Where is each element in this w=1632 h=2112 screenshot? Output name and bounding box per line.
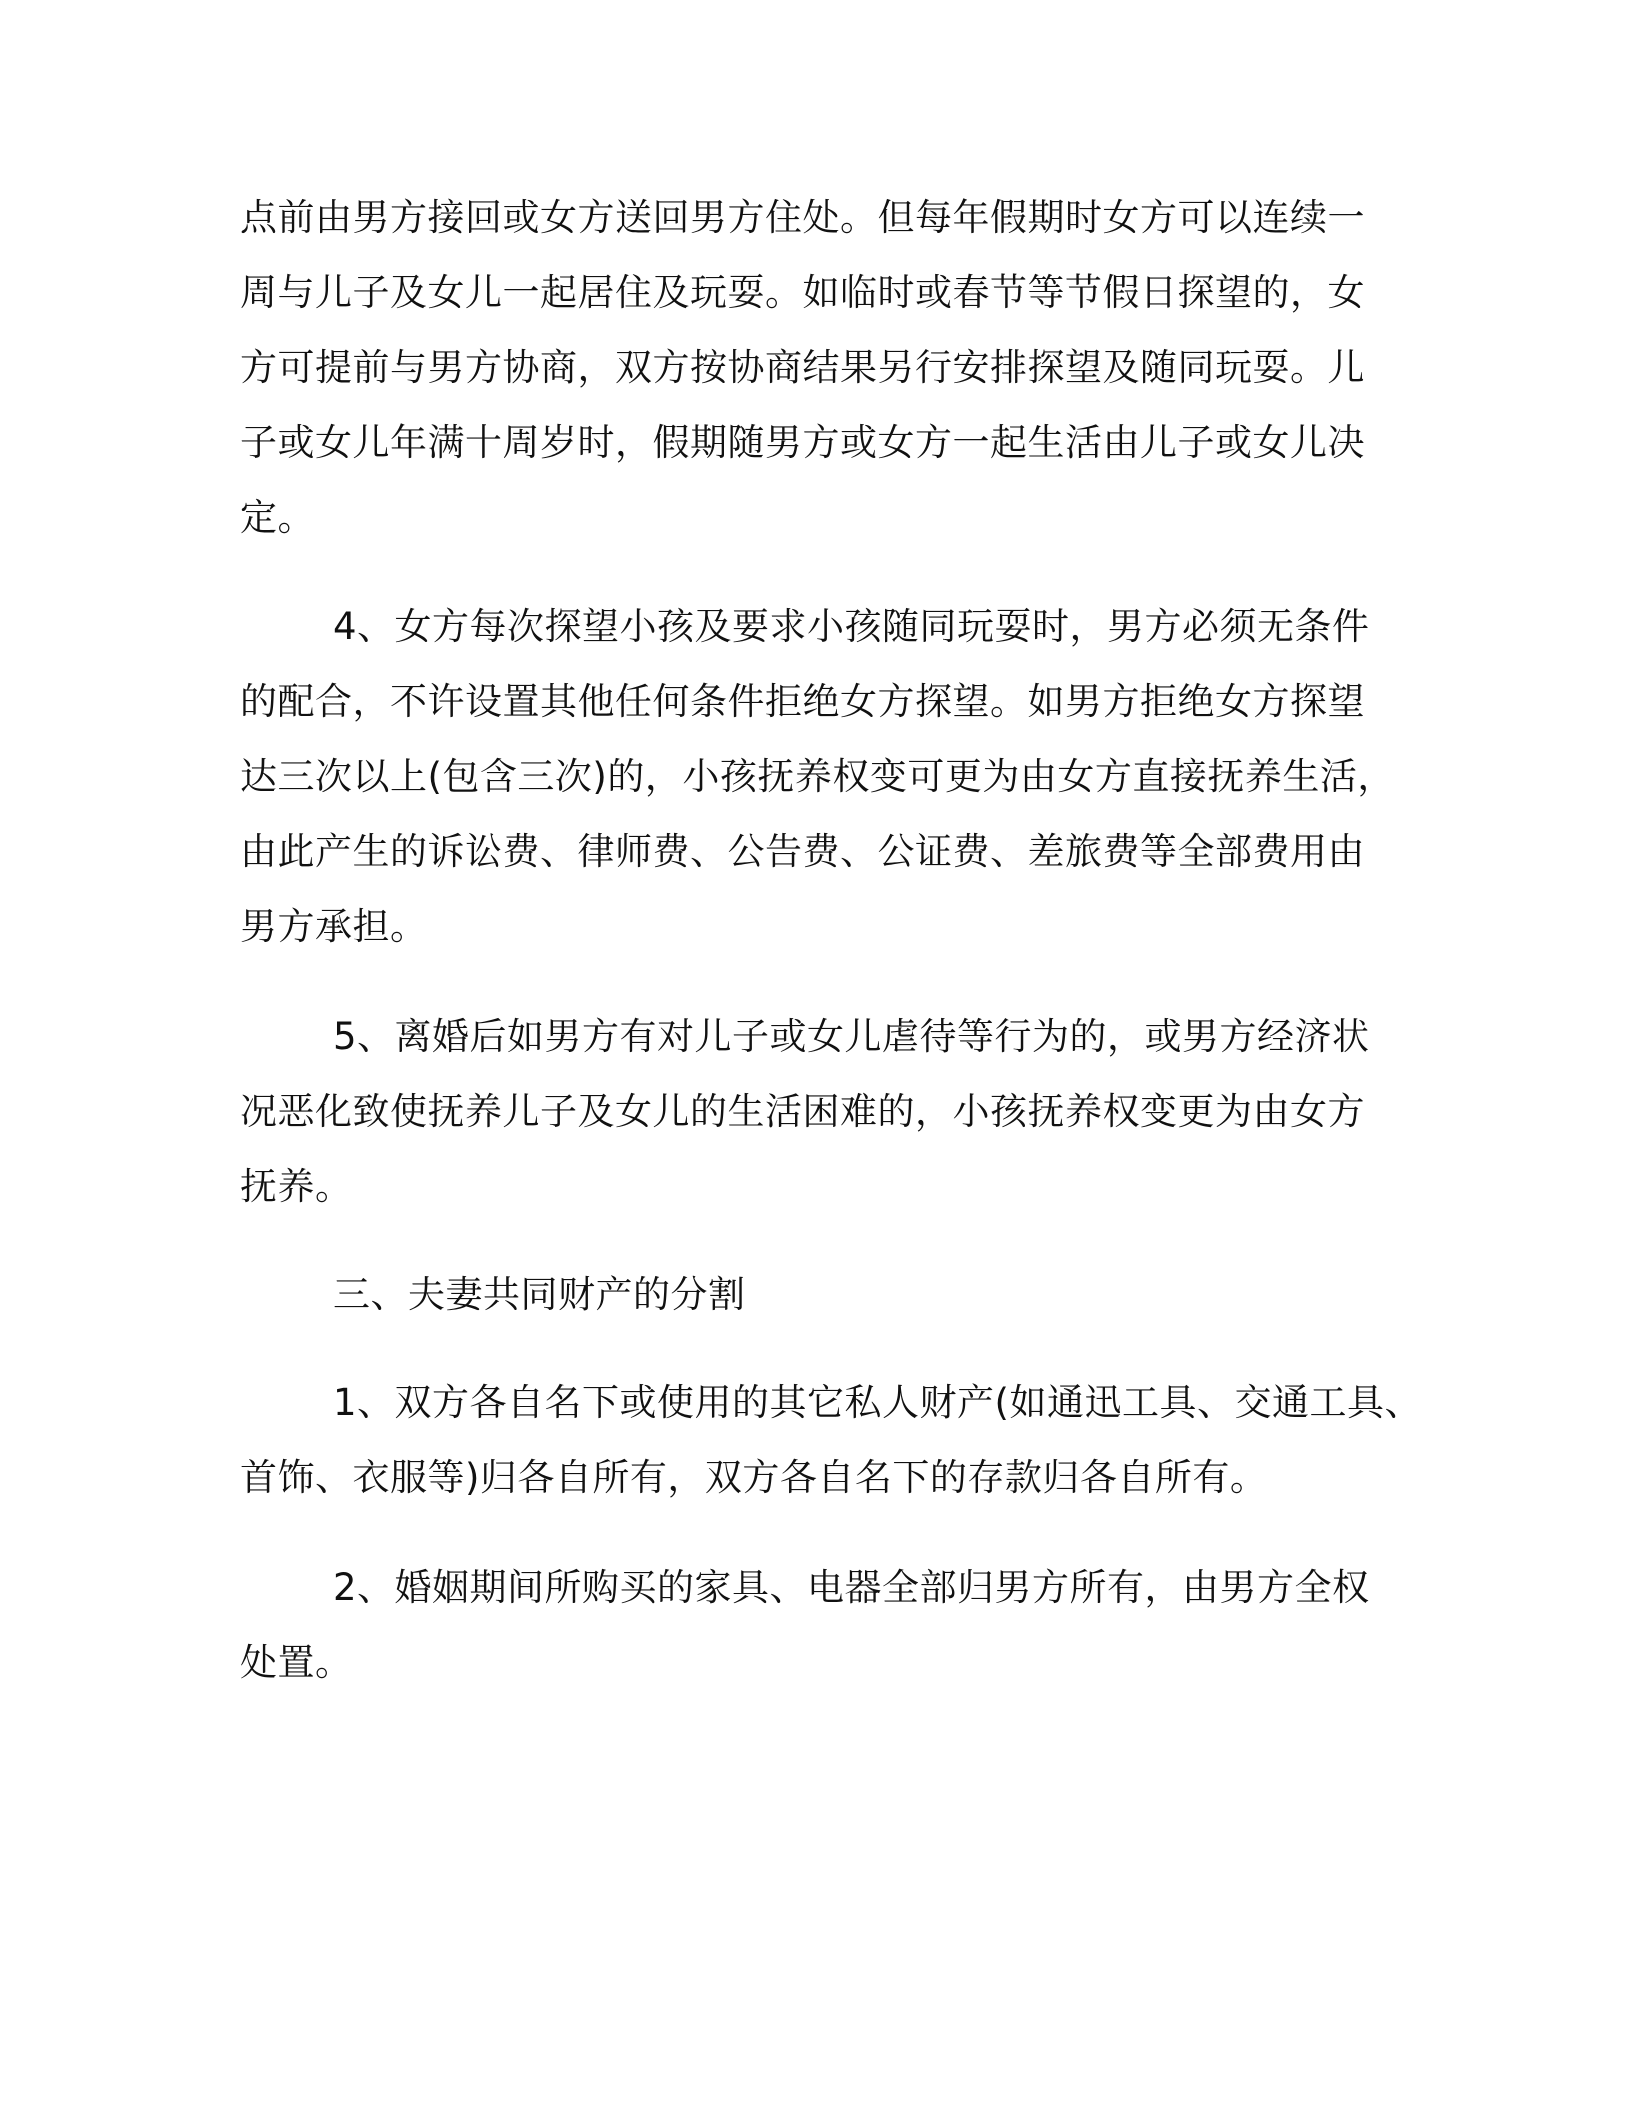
text-line: 子或女儿年满十周岁时，假期随男方或女方一起生活由儿子或女儿决	[240, 421, 1365, 464]
section-heading: 三、夫妻共同财产的分割	[333, 1273, 746, 1316]
text-line: 2、婚姻期间所购买的家具、电器全部归男方所有，由男方全权	[333, 1566, 1370, 1609]
text-line: 点前由男方接回或女方送回男方住处。但每年假期时女方可以连续一	[240, 196, 1365, 239]
text-line: 达三次以上(包含三次)的，小孩抚养权变可更为由女方直接抚养生活，	[240, 755, 1395, 798]
text-line: 首饰、衣服等)归各自所有，双方各自名下的存款归各自所有。	[240, 1456, 1268, 1499]
text-line: 4、女方每次探望小孩及要求小孩随同玩耍时，男方必须无条件	[333, 605, 1370, 648]
text-line: 由此产生的诉讼费、律师费、公告费、公证费、差旅费等全部费用由	[240, 830, 1365, 873]
text-line: 定。	[240, 496, 315, 539]
text-line: 的配合，不许设置其他任何条件拒绝女方探望。如男方拒绝女方探望	[240, 680, 1365, 723]
text-line: 方可提前与男方协商，双方按协商结果另行安排探望及随同玩耍。儿	[240, 346, 1365, 389]
text-line: 况恶化致使抚养儿子及女儿的生活困难的，小孩抚养权变更为由女方	[240, 1090, 1365, 1133]
text-line: 周与儿子及女儿一起居住及玩耍。如临时或春节等节假日探望的，女	[240, 271, 1365, 314]
text-line: 处置。	[240, 1641, 353, 1684]
text-line: 5、离婚后如男方有对儿子或女儿虐待等行为的，或男方经济状	[333, 1015, 1370, 1058]
text-line: 男方承担。	[240, 905, 428, 948]
text-line: 抚养。	[240, 1165, 353, 1208]
text-line: 1、双方各自名下或使用的其它私人财产(如通迅工具、交通工具、	[333, 1381, 1422, 1424]
